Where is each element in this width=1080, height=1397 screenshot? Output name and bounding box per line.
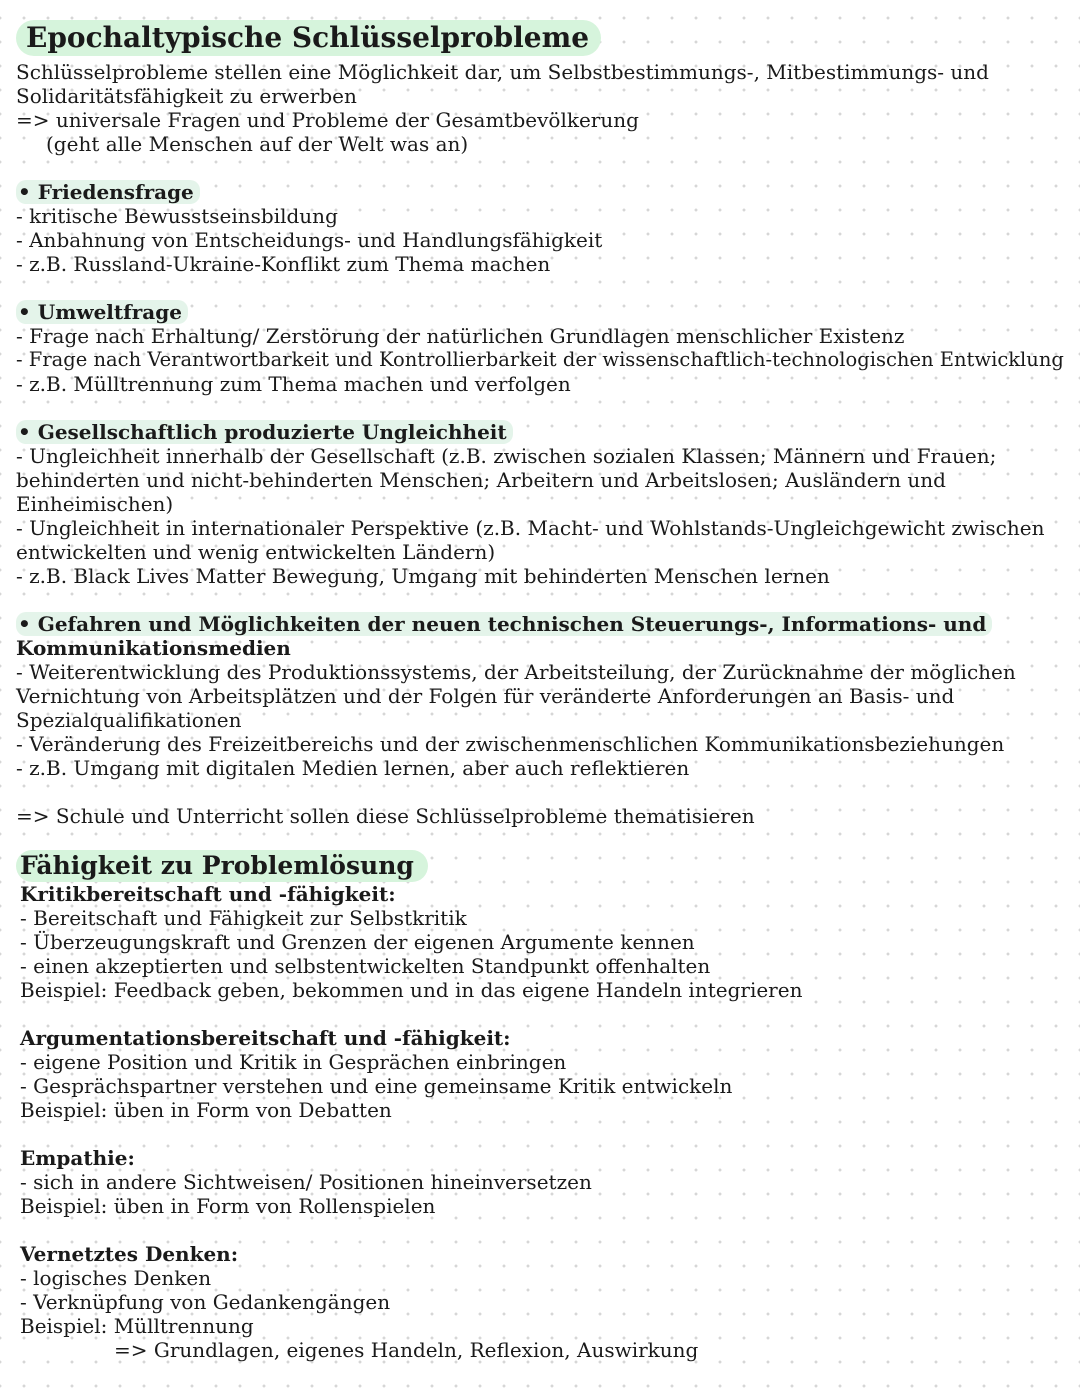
topic-line: - z.B. Russland-Ukraine-Konflikt zum Thema machen xyxy=(16,252,551,276)
group-line: - sich in andere Sichtweisen/ Positionen hineinversetzen xyxy=(20,1170,592,1194)
group-line: - Verknüpfung von Gedankengängen xyxy=(20,1290,391,1314)
group-line: - logisches Denken xyxy=(20,1266,212,1290)
topic-line: - z.B. Black Lives Matter Bewegung, Umgang mit behinderten Menschen lernen xyxy=(16,564,830,588)
group-line: Beispiel: üben in Form von Debatten xyxy=(20,1098,392,1122)
topic-heading-text: • Gefahren und Möglichkeiten der neuen technischen Steuerungs-, Informations- und xyxy=(16,612,992,636)
topic-line: Spezialqualifikationen xyxy=(16,708,242,732)
group-line: Beispiel: Mülltrennung xyxy=(20,1314,254,1338)
group-line: - Gesprächspartner verstehen und eine gemeinsame Kritik entwickeln xyxy=(20,1074,733,1098)
topic-line: - kritische Bewusstseinsbildung xyxy=(16,204,338,228)
topic-heading xyxy=(16,612,992,636)
topic-line: - Ungleichheit innerhalb der Gesellschaft (z.B. zwischen sozialen Klassen; Männern und Frauen; xyxy=(16,444,997,468)
group-line: - Überzeugungskraft und Grenzen der eigenen Argumente kennen xyxy=(20,930,695,954)
topic-line: entwickelten und wenig entwickelten Ländern) xyxy=(16,540,496,564)
topic-heading xyxy=(16,420,513,444)
topic-line: Einheimischen) xyxy=(16,492,174,516)
topic-line: - Frage nach Verantwortbarkeit und Kontrollierbarkeit der wissenschaftlich-technologischen Entwicklung xyxy=(16,348,1064,371)
topic-line: - z.B. Umgang mit digitalen Medien lernen, aber auch reflektieren xyxy=(16,756,690,780)
topic-heading-text: • Gesellschaftlich produzierte Ungleichheit xyxy=(16,420,513,444)
topic-line: - Ungleichheit in internationaler Perspektive (z.B. Macht- und Wohlstands-Ungleichgewicht zwischen xyxy=(16,516,1045,540)
topic-heading-text: • Umweltfrage xyxy=(16,300,188,324)
topic-line: - Anbahnung von Entscheidungs- und Handlungsfähigkeit xyxy=(16,228,603,252)
intro-line: Schlüsselprobleme stellen eine Möglichkeit dar, um Selbstbestimmungs-, Mitbestimmungs- und xyxy=(16,60,989,84)
group-heading: Argumentationsbereitschaft und -fähigkeit: xyxy=(20,1026,511,1050)
topic-line: - z.B. Mülltrennung zum Thema machen und verfolgen xyxy=(16,372,571,396)
group-heading: Vernetztes Denken: xyxy=(20,1242,239,1266)
topic-line: Vernichtung von Arbeitsplätzen und der Folgen für veränderte Anforderungen an Basis- und xyxy=(16,684,955,708)
intro-line: => universale Fragen und Probleme der Gesamtbevölkerung xyxy=(16,108,639,132)
topic-line: - Veränderung des Freizeitbereichs und der zwischenmenschlichen Kommunikationsbeziehungen xyxy=(16,732,1005,756)
conclusion-line: => Schule und Unterricht sollen diese Schlüsselprobleme thematisieren xyxy=(16,804,755,828)
topic-heading-continued: Kommunikationsmedien xyxy=(16,636,291,660)
section-title: Fähigkeit zu Problemlösung xyxy=(16,850,428,882)
section-title: Epochaltypische Schlüsselprobleme xyxy=(16,20,601,56)
group-heading: Empathie: xyxy=(20,1146,135,1170)
topic-heading xyxy=(16,180,200,204)
group-line: Beispiel: üben in Form von Rollenspielen xyxy=(20,1194,436,1218)
group-line: Beispiel: Feedback geben, bekommen und in das eigene Handeln integrieren xyxy=(20,978,803,1002)
topic-line: - Frage nach Erhaltung/ Zerstörung der natürlichen Grundlagen menschlicher Existenz xyxy=(16,324,905,348)
topic-heading xyxy=(16,300,188,324)
topic-heading-text: • Friedensfrage xyxy=(16,180,200,204)
group-line: => Grundlagen, eigenes Handeln, Reflexion, Auswirkung xyxy=(114,1338,699,1362)
group-line: - einen akzeptierten und selbstentwickelten Standpunkt offenhalten xyxy=(20,954,711,978)
intro-line: (geht alle Menschen auf der Welt was an) xyxy=(46,132,469,156)
intro-line: Solidaritätsfähigkeit zu erwerben xyxy=(16,84,357,108)
group-heading: Kritikbereitschaft und -fähigkeit: xyxy=(20,882,396,906)
topic-line: - Weiterentwicklung des Produktionssystems, der Arbeitsteilung, der Zurücknahme der möglichen xyxy=(16,660,1016,684)
group-line: - Bereitschaft und Fähigkeit zur Selbstkritik xyxy=(20,906,467,930)
topic-line: behinderten und nicht-behinderten Menschen; Arbeitern und Arbeitslosen; Ausländern und xyxy=(16,468,946,492)
group-line: - eigene Position und Kritik in Gesprächen einbringen xyxy=(20,1050,567,1074)
